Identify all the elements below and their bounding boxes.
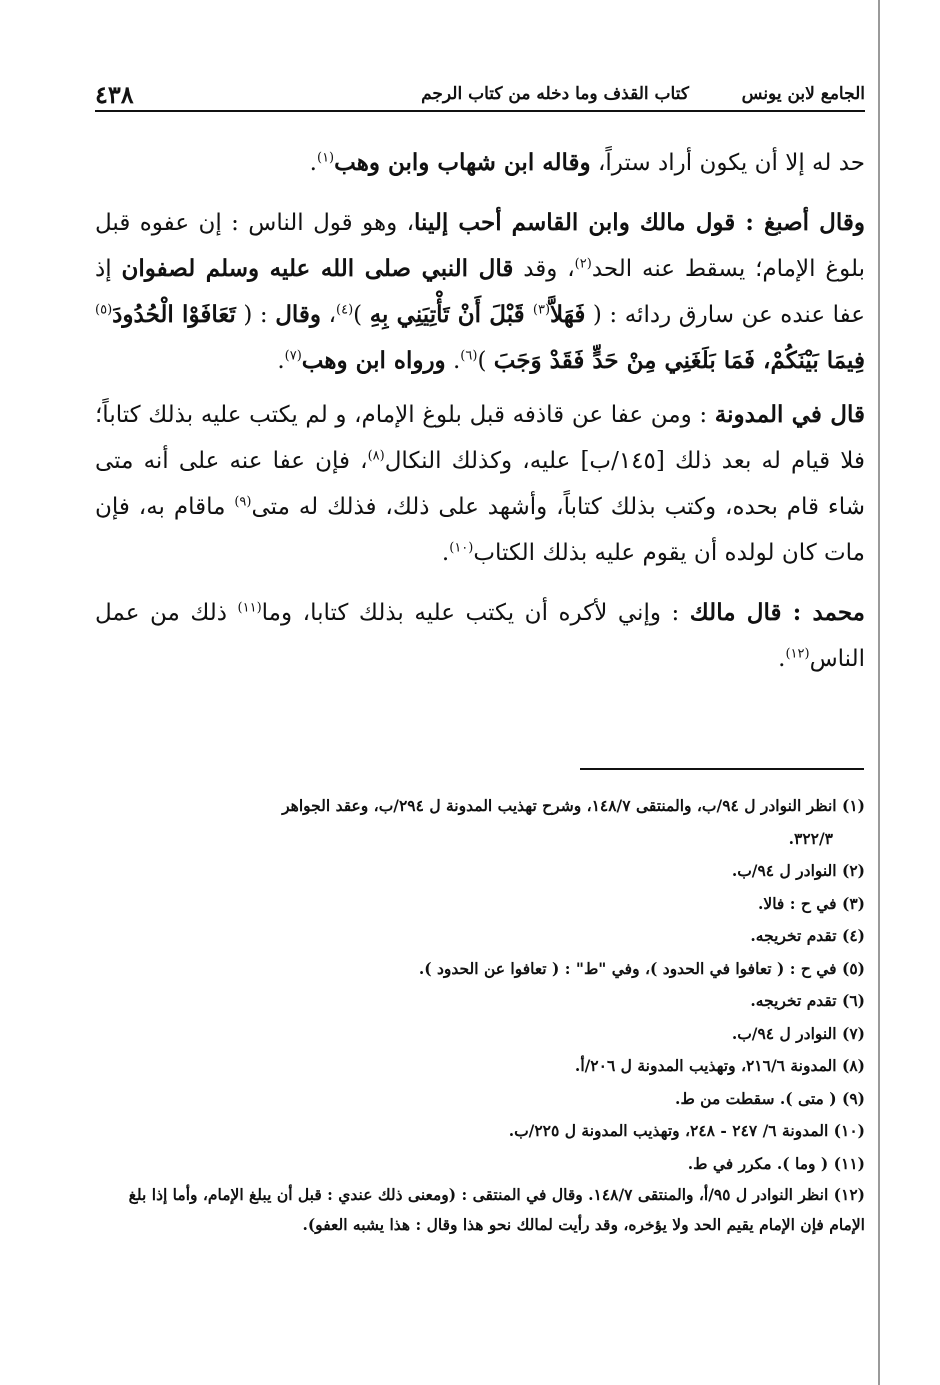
paragraph [95, 200, 865, 384]
text-run: وقاله ابن شهاب وابن وهب [334, 149, 591, 176]
text-run: فِيمَا بَيْنَكُمْ، فَمَا بَلَغَنِي مِنْ حَدٍّ فَقَدْ وَجَبَ [493, 347, 865, 374]
footnote-text: تقدم تخريجه. [750, 926, 837, 945]
footnote-text: المدونة ٦/ ٢٤٧ - ٢٤٨، وتهذيب المدونة ل ٢٢٥/ب. [508, 1121, 829, 1140]
text-run: : وإني لأكره أن يكتب عليه بذلك كتابا، وما [261, 600, 690, 626]
text-run: قال النبي صلى الله عليه وسلم لصفوان [121, 255, 514, 282]
footnote [95, 790, 865, 855]
paragraph [95, 590, 865, 682]
chapter-title: كتاب القذف وما دخله من كتاب الرجم [421, 84, 689, 104]
footnote-ref: (١٢) [785, 646, 810, 662]
footnote-text: ( وما ). مكرر في ط. [687, 1153, 829, 1173]
footnote-text: المدونة ٢١٦/٦، وتهذيب المدونة ل ٢٠٦/أ. [574, 1056, 837, 1075]
footnote-number: (٤) [836, 926, 865, 945]
text-run: وقال [275, 301, 322, 328]
footnote-number: (٥) [836, 958, 865, 978]
text-run: . [441, 540, 450, 566]
footnote-ref: (٣) [532, 302, 551, 318]
text-run: ، فإن عفا عنه على أنه متى شاء قام بحده، وكتب بذلك كتاباً، وأشهد على ذلك، فذلك له متى [95, 448, 865, 520]
footnote-text: في ح : فالا. [757, 893, 837, 913]
footnote-text: النوادر ل ٩٤/ب. [731, 1023, 837, 1043]
paragraph [95, 392, 865, 576]
footnote-ref: (١١) [237, 600, 262, 616]
text-run: ذلك من عمل الناس [95, 600, 865, 672]
footnote-ref: (٩) [234, 494, 252, 510]
running-header [95, 76, 865, 112]
footnote-number: (٢) [836, 861, 865, 880]
paragraph [95, 140, 865, 186]
footnote-ref: (١٠) [449, 540, 474, 556]
page-number: ٤٣٨ [95, 80, 134, 109]
footnote-number: (٨) [836, 1056, 865, 1075]
text-run: . [277, 348, 285, 374]
footnote [95, 985, 865, 1018]
text-run: : ( [235, 302, 276, 328]
footnote-text: تقدم تخريجه. [750, 991, 837, 1010]
footnote-ref: (٤) [336, 302, 354, 318]
footnotes [95, 790, 865, 1240]
footnote-number: (١٢) [828, 1185, 865, 1204]
page-edge-line [878, 0, 880, 1385]
footnote-ref: (٧) [284, 348, 302, 364]
text-run: ) [353, 302, 370, 328]
footnote [95, 1083, 865, 1116]
text-run: ، وقد [513, 256, 575, 282]
text-run: فَهَلاَّ [550, 301, 586, 328]
footnote-text: انظر النوادر ل ٩٤/ب، والمنتقى ١٤٨/٧، وشرح تهذيب المدونة ل ٢٩٤/ب، وعقد الجواهر [282, 796, 837, 815]
text-run: ، وهو قول الناس : إن عفوه قبل بلوغ الإمام؛ يسقط عنه الحد [95, 210, 865, 282]
footnote-ref: (٢) [574, 256, 592, 272]
footnote-number: (٦) [836, 991, 865, 1010]
footnote [95, 1148, 865, 1181]
footnote-continuation: ٣٢٢/٣. [788, 828, 833, 848]
footnote [95, 1115, 865, 1148]
text-run: ) [477, 348, 494, 374]
footnote [95, 888, 865, 921]
footnote-text: النوادر ل ٩٤/ب. [731, 861, 837, 880]
footnote [95, 1018, 865, 1051]
footnote-text: في ح : ( تعافوا في الحدود )، وفي "ط" : ( تعافوا عن الحدود ). [418, 958, 837, 978]
footnote-number: (٩) [836, 1088, 865, 1108]
footnote-ref: (١) [316, 150, 335, 166]
footnote-number: (١١) [828, 1153, 865, 1173]
footnote-ref: (٥) [95, 302, 113, 318]
footnote-number: (١٠) [828, 1121, 865, 1140]
footnote-number: (٣) [836, 893, 865, 913]
text-run: محمد : قال مالك [689, 599, 865, 626]
text-run: . [445, 348, 461, 374]
text-run: . [309, 150, 317, 176]
footnote [95, 953, 865, 986]
footnote-separator [580, 768, 864, 770]
footnote-number: (١) [836, 796, 865, 815]
text-run: . [778, 646, 786, 672]
text-run: ماقام به، فإن مات كان لولده أن يقوم عليه بذلك الكتاب [95, 494, 865, 566]
text-run: ورواه ابن وهب [301, 347, 446, 374]
text-run: حد له إلا أن يكون أراد ستراً، [590, 150, 865, 176]
footnote-ref: (٦) [460, 348, 478, 364]
text-run: : ومن عفا عن قاذفه قبل بلوغ الإمام، و لم يكتب عليه بذلك كتاباً؛ فلا قيام له بعد ذلك [١٤٥/ب] عليه، وكذلك النكال [95, 402, 865, 474]
text-run: وقال أصبغ : قول مالك وابن القاسم أحب إلينا [414, 209, 865, 236]
footnote [95, 920, 865, 953]
footnote [95, 1180, 865, 1240]
text-run: تَعَافَوْا الْحُدُودَ [112, 301, 236, 328]
footnote [95, 855, 865, 888]
text-run: ، [321, 302, 337, 328]
footnote-text: ( متى ). سقطت من ط. [675, 1088, 837, 1108]
text-run: قَبْلَ أَنْ تَأْتِيَنِي بِهِ [369, 301, 533, 328]
footnote [95, 1050, 865, 1083]
text-run: إذ عفا عنده عن سارق ردائه : ( [95, 256, 866, 328]
text-run: قال في المدونة [714, 401, 866, 428]
footnote-ref: (٨) [367, 448, 385, 464]
main-text [95, 140, 865, 696]
footnote-text: انظر النوادر ل ٩٥/أ، والمنتقى ١٤٨/٧. وقال في المنتقى : (ومعنى ذلك عندي : قبل أن يبلغ الإمام، وأما إذا بلغ الإمام فإن الإمام يقيم الحد ولا يؤخره، وقد رأيت لمالك نحو هذا وقال : هذا يشبه العفو). [128, 1185, 865, 1234]
book-title: الجامع لابن يونس [741, 84, 865, 104]
footnote-number: (٧) [836, 1023, 865, 1043]
